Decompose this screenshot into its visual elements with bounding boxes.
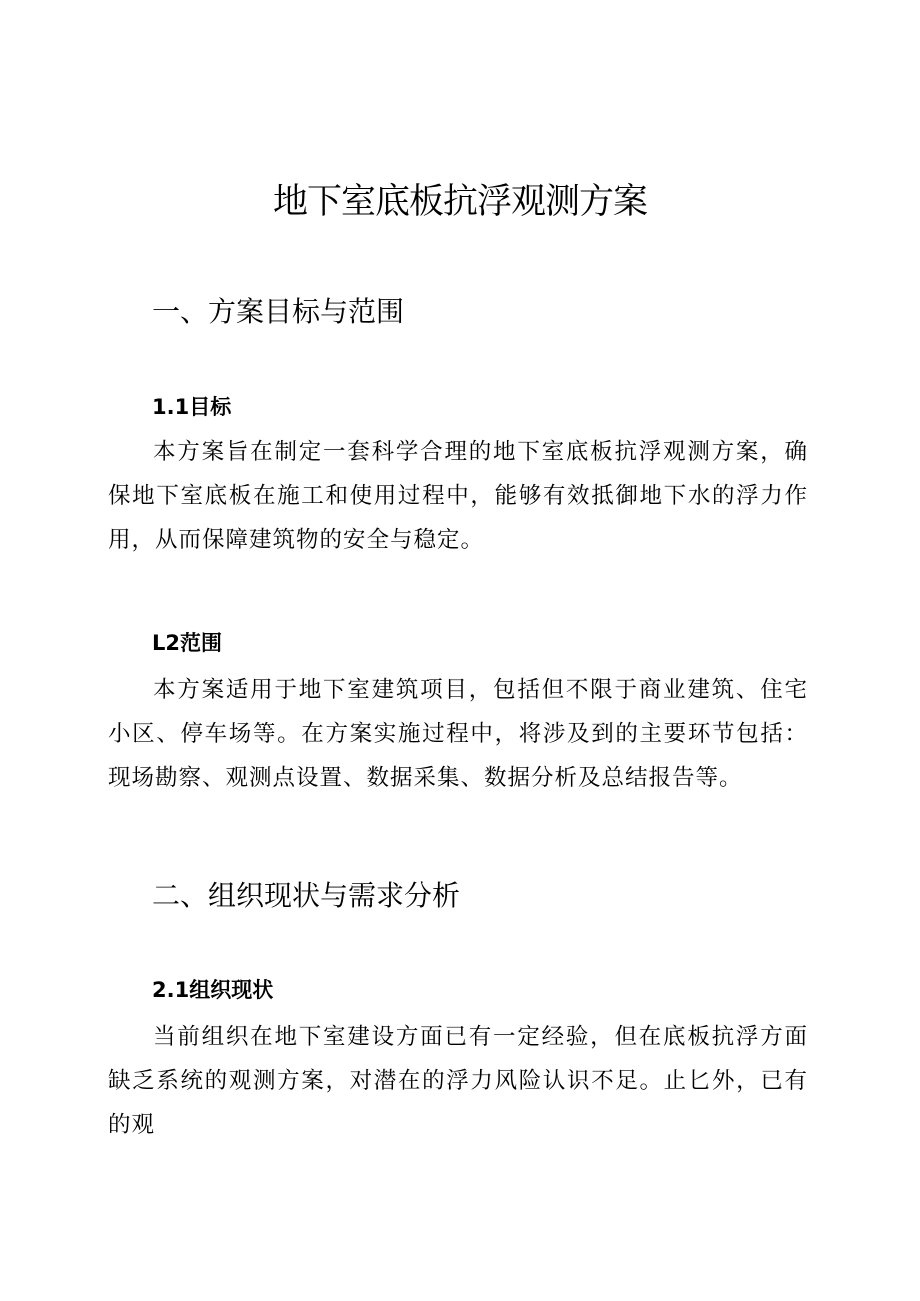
- section-heading-2: 二、组织现状与需求分析: [152, 879, 461, 912]
- subsection-heading-1-2: L2范围: [152, 631, 222, 655]
- paragraph-1-2: 本方案适用于地下室建筑项目，包括但不限于商业建筑、住宅小区、停车场等。在方案实施过程中，将涉及到的主要环节包括：现场勘察、观测点设置、数据采集、数据分析及总结报告等。: [108, 677, 808, 791]
- subsection-heading-2-1: 2.1组织现状: [152, 978, 274, 1002]
- paragraph-2-1: 当前组织在地下室建设方面已有一定经验，但在底板抗浮方面缺乏系统的观测方案，对潜在的浮力风险认识不足。止匕外，已有的观: [108, 1024, 808, 1138]
- document-title: 地下室底板抗浮观测方案: [272, 182, 647, 222]
- section-heading-1: 一、方案目标与范围: [152, 295, 405, 328]
- subsection-heading-1-1: 1.1目标: [152, 395, 232, 419]
- paragraph-1-1: 本方案旨在制定一套科学合理的地下室底板抗浮观测方案，确保地下室底板在施工和使用过程中，能够有效抵御地下水的浮力作用，从而保障建筑物的安全与稳定。: [108, 439, 808, 553]
